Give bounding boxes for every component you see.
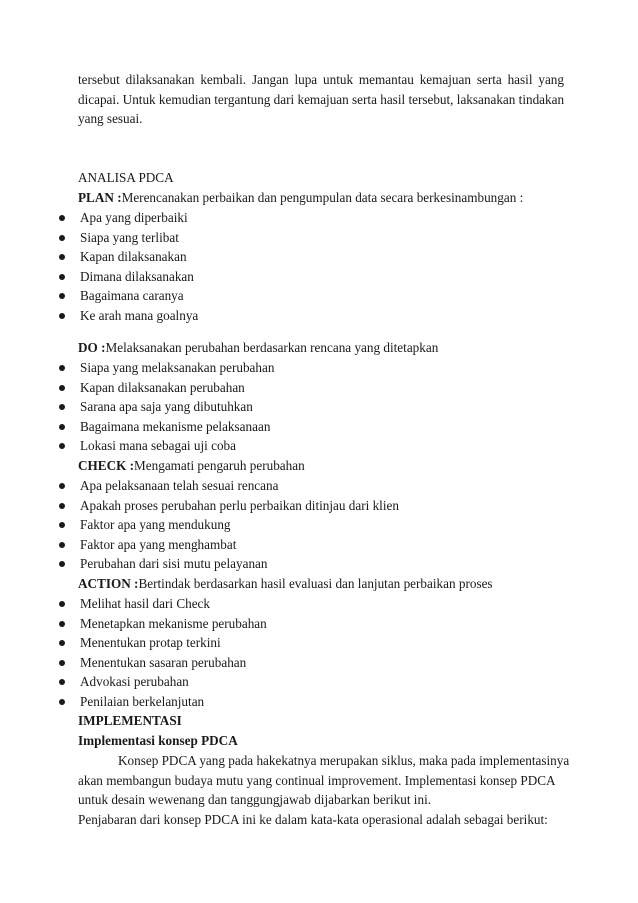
list-item-text: Faktor apa yang mendukung [80,517,231,532]
list-item-text: Lokasi mana sebagai uji coba [80,438,236,453]
do-text: Melaksanakan perubahan berdasarkan rencana yang ditetapkan [105,340,439,355]
action-list [0,594,600,711]
intro-line: yang sesuai. [78,111,143,126]
list-item-text: Bagaimana mekanisme pelaksanaan [80,418,271,434]
bullet-icon [59,424,65,430]
list-item [0,286,600,306]
intro-line: dicapai. Untuk kemudian tergantung dari kemajuan serta hasil tersebut, laksanakan tindakan [78,91,565,107]
list-item-text: Dimana dilaksanakan [80,268,194,284]
bullet-icon [59,404,65,410]
plan-list [0,208,600,325]
intro-line: tersebut dilaksanakan kembali. Jangan lupa untuk memantau kemajuan serta hasil yang [78,72,564,87]
bullet-icon [59,640,65,646]
list-item-text: Menentukan protap terkini [80,635,221,650]
bullet-icon [59,522,65,528]
list-item-text: Melihat hasil dari Check [80,596,211,611]
analysis-heading-text: ANALISA PDCA [78,170,174,185]
list-item [0,228,600,248]
implementation-paragraph [78,751,570,829]
list-item-text: Ke arah mana goalnya [80,307,199,323]
bullet-icon [59,679,65,685]
list-item-text: Siapa yang terlibat [80,229,179,245]
list-item-text: Penilaian berkelanjutan [80,693,205,709]
list-item [0,358,600,378]
analysis-heading [78,168,564,188]
bullet-icon [59,503,65,509]
list-item-text: Apakah proses perubahan perlu perbaikan ditinjau dari klien [80,497,399,513]
intro-paragraph [78,70,564,129]
list-item [0,554,600,574]
list-item [0,614,600,634]
list-item [0,515,600,535]
bullet-icon [59,660,65,666]
bullet-icon [59,274,65,280]
list-item-text: Apa pelaksanaan telah sesuai rencana [80,478,279,493]
bullet-icon [59,542,65,548]
list-item [0,535,600,555]
list-item-text: Menetapkan mekanisme perubahan [80,615,267,631]
check-text: Mengamati pengaruh perubahan [134,458,305,473]
list-item-text: Faktor apa yang menghambat [80,536,237,552]
bullet-icon [59,699,65,705]
check-list [0,476,600,574]
plan-text: Merencanakan perbaikan dan pengumpulan data secara berkesinambungan : [121,190,524,205]
closing-line: Penjabaran dari konsep PDCA ini ke dalam kata-kata operasional adalah sebagai berikut: [78,811,548,827]
list-item-text: Advokasi perubahan [80,674,189,689]
list-item [0,306,600,326]
list-item-text: Kapan dilaksanakan perubahan [80,379,245,395]
bullet-icon [59,215,65,221]
list-item [0,692,600,712]
action-heading [78,574,564,594]
check-label: CHECK : [78,458,135,473]
list-item [0,633,600,653]
bullet-icon [59,365,65,371]
bullet-icon [59,385,65,391]
list-item [0,476,600,496]
list-item-text: Apa yang diperbaiki [80,210,188,225]
plan-heading [78,188,564,208]
list-item-text: Kapan dilaksanakan [80,249,187,264]
implementation-section [78,711,564,750]
list-item-text: Menentukan sasaran perubahan [80,654,247,670]
paragraph-line: akan membangun budaya mutu yang continual improvement. Implementasi konsep PDCA [78,772,556,788]
list-item [0,267,600,287]
bullet-icon [59,561,65,567]
bullet-icon [59,313,65,319]
do-heading [78,338,564,358]
paragraph-line: Konsep PDCA yang pada hakekatnya merupakan siklus, maka pada implementasinya [118,753,570,768]
list-item [0,208,600,228]
list-item [0,496,600,516]
list-item [0,594,600,614]
do-label: DO : [78,340,106,355]
paragraph-line: untuk desain wewenang dan tanggungjawab dijabarkan berikut ini. [78,792,432,807]
list-item-text: Sarana apa saja yang dibutuhkan [80,399,253,414]
action-label: ACTION : [78,576,139,591]
list-item [0,653,600,673]
list-item [0,397,600,417]
bullet-icon [59,293,65,299]
bullet-icon [59,254,65,260]
plan-label: PLAN : [78,190,122,205]
do-list [0,358,600,456]
check-heading [78,456,564,476]
action-text: Bertindak berdasarkan hasil evaluasi dan lanjutan perbaikan proses [138,576,493,591]
bullet-icon [59,483,65,489]
list-item [0,417,600,437]
list-item [0,378,600,398]
bullet-icon [59,621,65,627]
list-item [0,436,600,456]
implementation-heading: IMPLEMENTASI [78,713,182,728]
list-item [0,247,600,267]
bullet-icon [59,601,65,607]
bullet-icon [59,235,65,241]
implementation-subheading: Implementasi konsep PDCA [78,732,238,748]
list-item-text: Siapa yang melaksanakan perubahan [80,360,275,375]
list-item-text: Perubahan dari sisi mutu pelayanan [80,556,268,571]
list-item-text: Bagaimana caranya [80,288,184,303]
list-item [0,672,600,692]
bullet-icon [59,443,65,449]
